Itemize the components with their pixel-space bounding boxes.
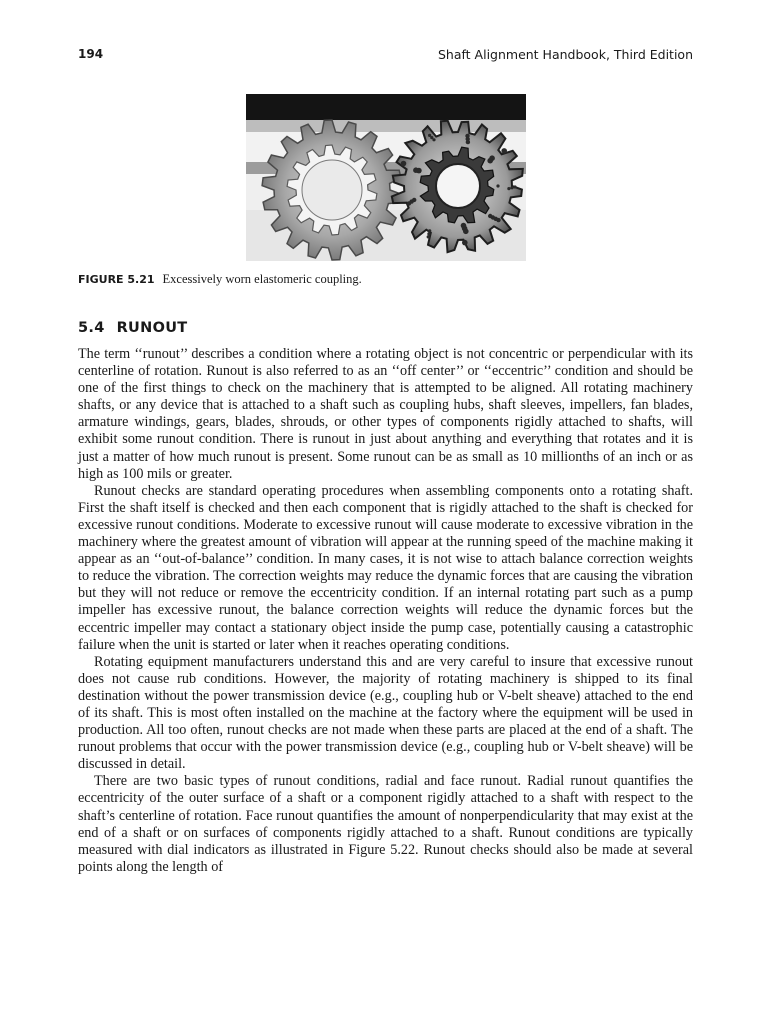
running-head: Shaft Alignment Handbook, Third Edition bbox=[437, 47, 693, 62]
paragraph: The term ‘‘runout’’ describes a condition where a rotating object is not concentric or perpendicular with its centerline of rotation. Runout is also referred to as an ‘‘off center’’ or ‘‘eccentric’’ condition and should be one of the first things to check on the machinery that is attempted to be aligned. All rotating machinery shafts, or any device that is attached to a shaft such as coupling hubs, shaft sleeves, impellers, fan blades, armature windings, gears, blades, shrouds, or other types of components rigidly attached to shafts, will exhibit some runout condition. There is runout in just about anything and everything that rotates and it is just a matter of how much runout is present. Some runout can be as small as 10 millionths of an inch or as high as 100 mils or greater. bbox=[78, 346, 693, 482]
page-number: 194 bbox=[78, 47, 104, 61]
worn-coupling-photo bbox=[246, 94, 526, 261]
section-title: RUNOUT bbox=[116, 320, 188, 336]
paragraph: There are two basic types of runout conditions, radial and face runout. Radial runout quantifies the eccentricity of the outer surface of a shaft or a component rigidly attached to a shaft with respect to the shaft’s centerline of rotation. Face runout quantifies the amount of nonperpendicularity that may exist at the end of a shaft or on surfaces of components rigidly attached to a shaft. Runout conditions are typically measured with dial indicators as illustrated in Figure 5.22. Runout checks should also be made at several points along the length of bbox=[78, 773, 693, 875]
figure-caption bbox=[78, 272, 362, 287]
body-text bbox=[78, 346, 693, 876]
paragraph: Rotating equipment manufacturers understand this and are very careful to insure that excessive runout does not cause rub conditions. However, the majority of rotating machinery is shipped to its final destination without the power transmission device (e.g., coupling hub or V-belt sheave) attached to the end of its shaft. This is most often installed on the machine at the factory where the equipment will be used in production. All too often, runout checks are not made when these parts are placed at the end of a shaft. The runout problems that occur with the power transmission device (e.g., coupling hub or V-belt sheave) will be discussed in detail. bbox=[78, 653, 693, 773]
right-gear-hub bbox=[392, 121, 523, 252]
section-number: 5.4 bbox=[78, 320, 105, 336]
figure-label: FIGURE 5.21 bbox=[78, 273, 155, 286]
section-heading bbox=[78, 320, 187, 336]
figure-caption-text: Excessively worn elastomeric coupling. bbox=[162, 272, 362, 286]
paragraph: Runout checks are standard operating procedures when assembling components onto a rotating shaft. First the shaft itself is checked and then each component that is rigidly attached to the shaft is checked for excessive runout conditions. Moderate to excessive runout will cause moderate to excessive vibration in the machinery where the greatest amount of vibration will appear at the running speed of the machine making it appear as an ‘‘out-of-balance’’ condition. In many cases, it is not wise to attach balance correction weights to reduce the vibration. The correction weights may reduce the dynamic forces that are causing the vibration but they will not reduce or remove the eccentricity condition. If an internal rotating part such as a pump impeller has excessive runout, the balance correction weights will reduce the dynamic forces but the eccentric impeller may contact a stationary object inside the pump case, potentially causing a catastrophic failure when the unit is started or later when it reaches operating conditions. bbox=[78, 482, 693, 653]
